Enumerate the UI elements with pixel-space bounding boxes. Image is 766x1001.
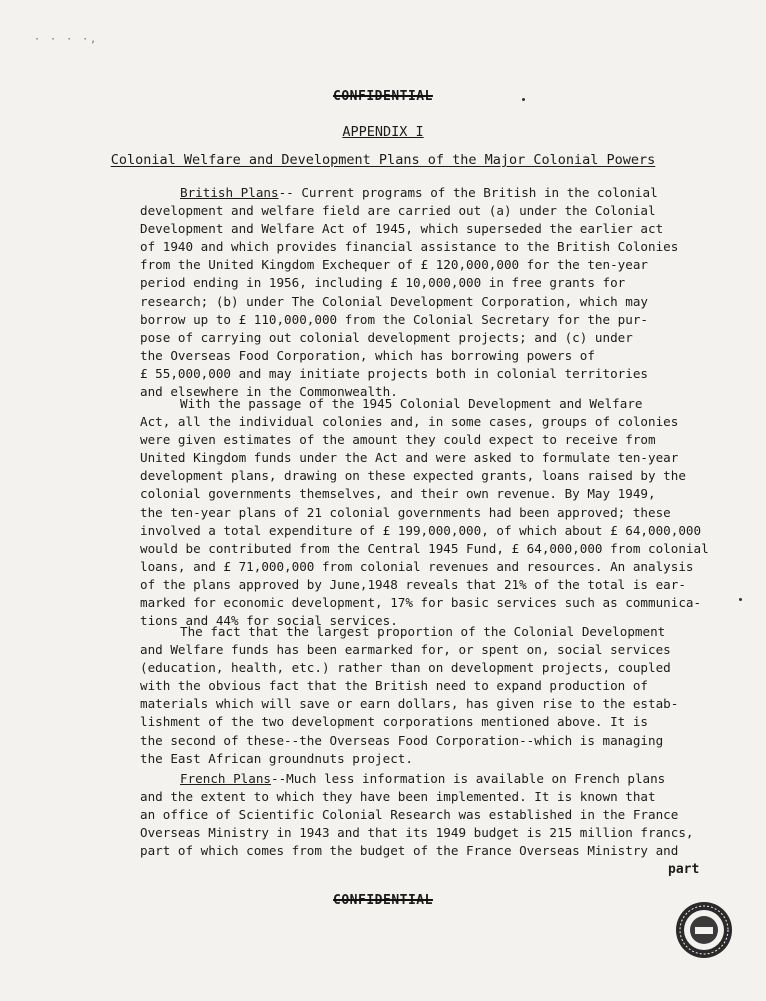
paragraph-line: Act, all the individual colonies and, in some cases, groups of colonies [140,414,679,430]
paragraph-lead: British Plans [180,185,279,200]
paragraph-line: an office of Scientific Colonial Research was established in the France [140,807,679,823]
paragraph-line: Overseas Ministry in 1943 and that its 1949 budget is 215 million francs, [140,825,694,841]
paragraph-line: With the passage of the 1945 Colonial Development and Welfare [180,396,643,411]
paragraph-line: the second of these--the Overseas Food Corporation--which is managing [140,732,664,748]
paragraph-line: development plans, drawing on these expected grants, loans raised by the [140,468,686,484]
paragraph-line: from the United Kingdom Exchequer of £ 120,000,000 for the ten-year [140,257,648,273]
paragraph-line: materials which will save or earn dollars, has given rise to the estab- [140,696,679,712]
paragraph-line: French Plans--Much less information is available on French plans [180,771,666,786]
classification-marking-bottom: CONFIDENTIAL [333,893,433,908]
paragraph-line: the East African groundnuts project. [140,750,413,766]
paragraph-french-plans [140,770,740,860]
library-seal-icon [674,900,734,960]
paragraph-line: research; (b) under The Colonial Development Corporation, which may [140,293,648,309]
paragraph-line: with the obvious fact that the British need to expand production of [140,678,648,694]
paragraph-british-plans [140,184,740,401]
paragraph-line: the Overseas Food Corporation, which has borrowing powers of [140,347,595,363]
paragraph-line: The fact that the largest proportion of the Colonial Development [180,624,666,639]
section-heading: Colonial Welfare and Development Plans of the Major Colonial Powers [110,152,656,168]
paragraph-development-corporations [140,623,740,768]
paragraph-line: (education, health, etc.) rather than on development projects, coupled [140,660,671,676]
paragraph-line: were given estimates of the amount they could expect to receive from [140,432,656,448]
appendix-title: APPENDIX I [342,124,424,140]
paragraph-line: would be contributed from the Central 1945 Fund, £ 64,000,000 from colonial [140,540,709,556]
paragraph-line: loans, and £ 71,000,000 from colonial revenues and resources. An analysis [140,558,694,574]
paragraph-line: marked for economic development, 17% for basic services such as communica- [140,595,702,611]
paragraph-line: and Welfare funds has been earmarked for, or spent on, social services [140,642,671,658]
paragraph-line: colonial governments themselves, and their own revenue. By May 1949, [140,486,656,502]
paragraph-1945-act [140,395,740,630]
paragraph-line: £ 55,000,000 and may initiate projects both in colonial territories [140,365,648,381]
paragraph-line: of 1940 and which provides financial assistance to the British Colonies [140,239,679,255]
paragraph-line: British Plans-- Current programs of the British in the colonial [180,185,658,200]
paragraph-line: pose of carrying out colonial development projects; and (c) under [140,329,633,345]
paragraph-line: and the extent to which they have been implemented. It is known that [140,789,656,805]
paragraph-line: United Kingdom funds under the Act and were asked to formulate ten-year [140,450,679,466]
paragraph-line: involved a total expenditure of £ 199,000,000, of which about £ 64,000,000 [140,522,702,538]
paragraph-line: tions and 44% for social services. [140,613,398,629]
paragraph-line: of the plans approved by June,1948 reveals that 21% of the total is ear- [140,576,686,592]
paragraph-line: development and welfare field are carried out (a) under the Colonial [140,203,656,219]
catchword: part [668,862,700,877]
paragraph-line: borrow up to £ 110,000,000 from the Colonial Secretary for the pur- [140,311,648,327]
paragraph-line: Development and Welfare Act of 1945, which superseded the earlier act [140,221,664,237]
margin-specks: · · · ·, [34,34,99,45]
paragraph-lead: French Plans [180,771,271,786]
classification-marking-top: CONFIDENTIAL [333,89,433,104]
paragraph-line: lishment of the two development corporations mentioned above. It is [140,714,648,730]
paragraph-line: the ten-year plans of 21 colonial governments had been approved; these [140,504,671,520]
paragraph-line: part of which comes from the budget of the France Overseas Ministry and [140,843,679,859]
paragraph-line: period ending in 1956, including £ 10,000,000 in free grants for [140,275,626,291]
paragraph-line: and elsewhere in the Commonwealth. [140,384,398,400]
